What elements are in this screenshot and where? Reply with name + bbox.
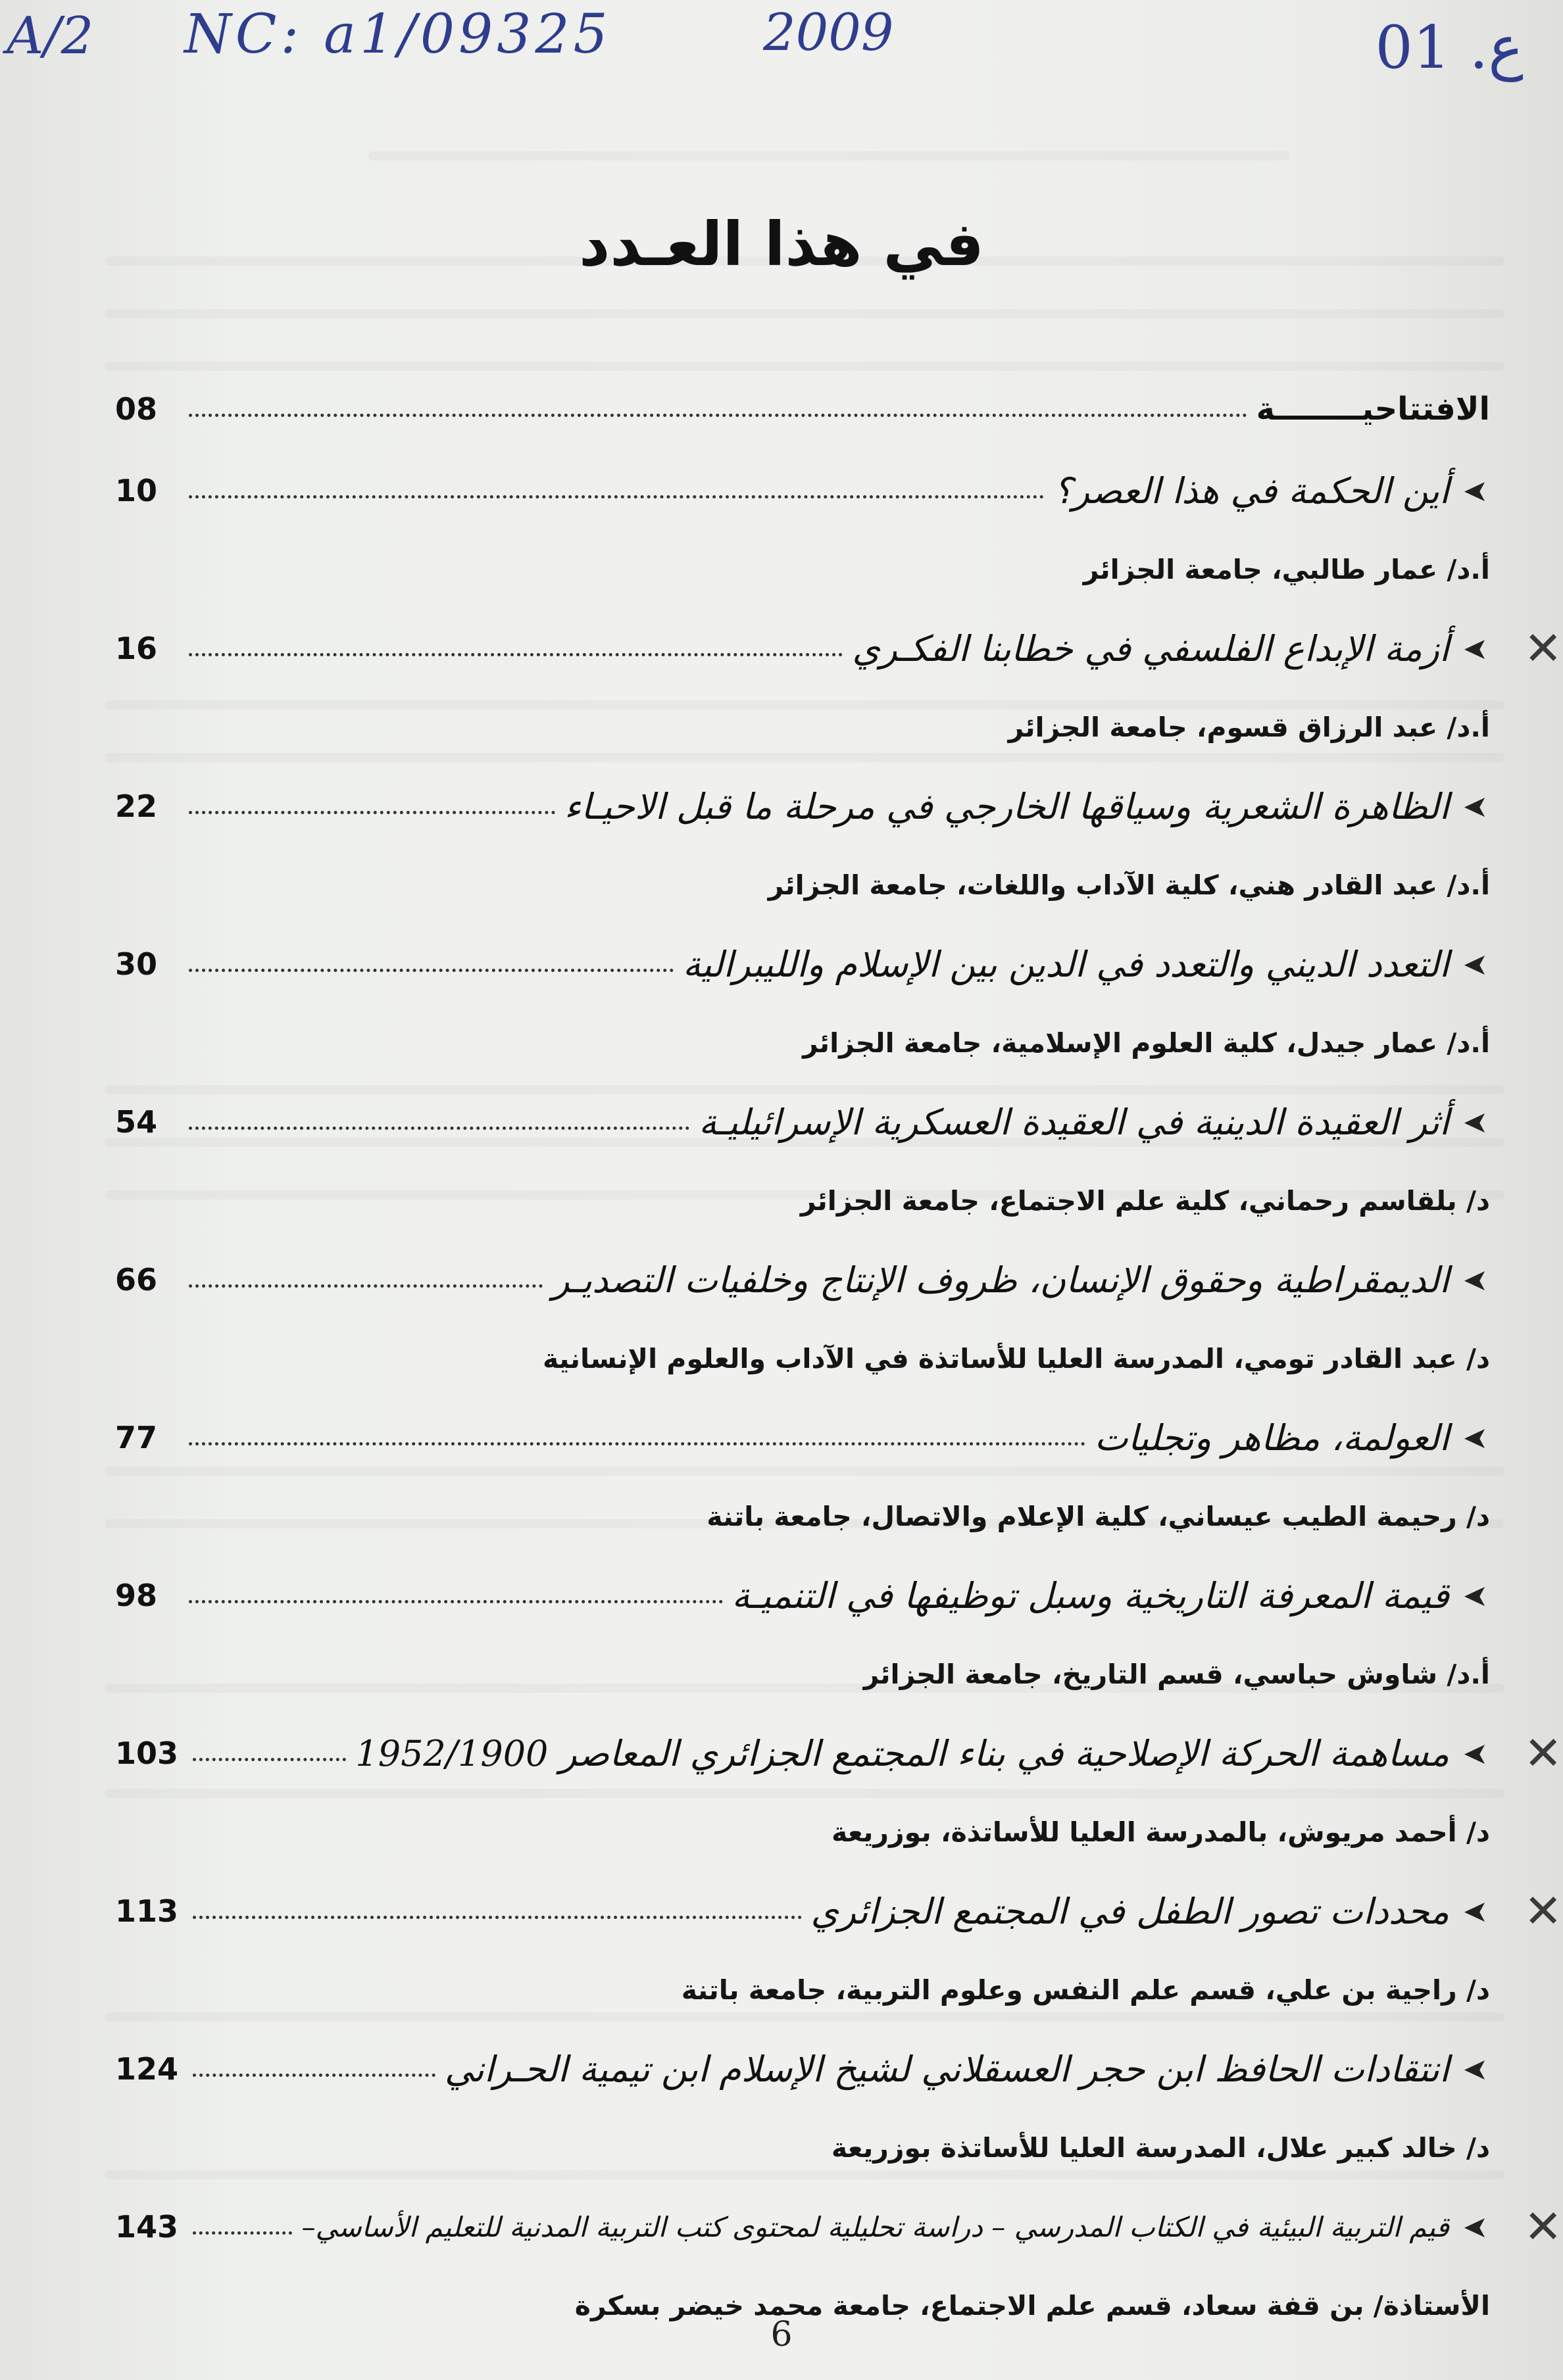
- dot-leader: [189, 1430, 1085, 1445]
- toc-entry: [115, 1870, 1562, 1952]
- article-author: أ.د/ عبد القادر هني، كلية الآداب واللغات، جامعة الجزائر: [768, 869, 1490, 901]
- toc-entry: [115, 765, 1490, 847]
- article-page-number: 08: [115, 391, 158, 427]
- dot-leader: [193, 1904, 802, 1919]
- article-author: د/ أحمد مريوش، بالمدرسة العليا للأساتذة، بوزريعة: [831, 1816, 1490, 1848]
- article-title: مساهمة الحركة الإصلاحية في بناء المجتمع الجزائري المعاصر 1952/1900: [355, 1732, 1449, 1774]
- toc-entry: [115, 368, 1490, 450]
- article-title: أين الحكمة في هذا العصر؟: [1053, 470, 1449, 512]
- article-title: محددات تصور الطفل في المجتمع الجزائري: [810, 1890, 1449, 1932]
- article-author: أ.د/ عمار جيدل، كلية العلوم الإسلامية، جامعة الجزائر: [803, 1027, 1490, 1059]
- dot-leader: [189, 402, 1247, 417]
- dot-leader: [189, 1588, 723, 1603]
- dot-leader: [193, 2220, 292, 2235]
- toc-entry: [115, 1712, 1562, 1794]
- article-page-number: 103: [115, 1736, 179, 1771]
- toc-entry: [115, 450, 1490, 531]
- dot-leader: [189, 1115, 689, 1130]
- bullet-arrow-icon: ➤: [1462, 1262, 1489, 1298]
- toc-entry: [115, 1555, 1490, 1636]
- bullet-arrow-icon: ➤: [1462, 1104, 1489, 1140]
- article-page-number: 22: [115, 789, 158, 824]
- table-of-contents: [115, 368, 1562, 2344]
- article-page-number: 77: [115, 1420, 158, 1455]
- handwritten-year: 2009: [763, 3, 894, 62]
- bullet-arrow-icon: ➤: [1462, 1736, 1489, 1771]
- article-author: د/ عبد القادر تومي، المدرسة العليا للأساتذة في الآداب والعلوم الإنسانية: [543, 1343, 1490, 1374]
- dot-leader: [189, 1273, 543, 1288]
- article-title: العولمة، مظاهر وتجليات: [1094, 1417, 1449, 1459]
- page-number: 6: [770, 2315, 793, 2354]
- toc-entry: [115, 2028, 1490, 2110]
- handwritten-cross-mark-icon: ✕: [1524, 2200, 1562, 2254]
- article-author: أ.د/ شاوش حباسي، قسم التاريخ، جامعة الجزائر: [863, 1659, 1490, 1690]
- article-author: د/ رحيمة الطيب عيساني، كلية الإعلام والاتصال، جامعة باتنة: [707, 1501, 1490, 1532]
- bullet-arrow-icon: ➤: [1462, 946, 1489, 982]
- dot-leader: [193, 1746, 346, 1761]
- article-title: الظاهرة الشعرية وسياقها الخارجي في مرحلة ما قبل الاحيـاء: [564, 785, 1449, 827]
- dot-leader: [193, 2062, 435, 2077]
- dot-leader: [189, 799, 555, 814]
- page-title: في هذا العـدد: [579, 209, 984, 279]
- bullet-arrow-icon: ➤: [1462, 2209, 1489, 2245]
- bullet-arrow-icon: ➤: [1462, 631, 1489, 666]
- dot-leader: [189, 641, 843, 656]
- dot-leader: [189, 483, 1044, 498]
- bullet-arrow-icon: ➤: [1462, 789, 1489, 824]
- article-page-number: 30: [115, 946, 158, 982]
- handwritten-issue-code: ع. 01: [1375, 13, 1524, 82]
- article-author: د/ خالد كبير علال، المدرسة العليا للأساتذة بوزريعة: [831, 2132, 1490, 2164]
- article-page-number: 16: [115, 631, 158, 666]
- article-author: أ.د/ عمار طالبي، جامعة الجزائر: [1083, 554, 1490, 585]
- article-page-number: 113: [115, 1893, 179, 1929]
- article-title: قيمة المعرفة التاريخية وسبل توظيفها في التنميـة: [732, 1574, 1449, 1616]
- article-author: أ.د/ عبد الرزاق قسوم، جامعة الجزائر: [1008, 712, 1490, 743]
- bullet-arrow-icon: ➤: [1462, 473, 1489, 508]
- bullet-arrow-icon: ➤: [1462, 1578, 1489, 1613]
- toc-entry: [115, 923, 1490, 1005]
- handwritten-shelf-mark: A/2: [7, 7, 94, 66]
- dot-leader: [189, 957, 674, 972]
- article-title: قيم التربية البيئية في الكتاب المدرسي – دراسة تحليلية لمحتوى كتب التربية المدنية للتعليم الأساسي–: [301, 2210, 1449, 2243]
- handwritten-cross-mark-icon: ✕: [1524, 1884, 1562, 1938]
- article-title: انتقادات الحافظ ابن حجر العسقلاني لشيخ الإسلام ابن تيمية الحـراني: [444, 2048, 1449, 2090]
- article-title: أثر العقيدة الدينية في العقيدة العسكرية الإسرائيليـة: [699, 1101, 1449, 1143]
- article-page-number: 124: [115, 2051, 179, 2087]
- article-author: د/ راجية بن علي، قسم علم النفس وعلوم التربية، جامعة باتنة: [681, 1974, 1490, 2006]
- article-title: أزمة الإبداع الفلسفي في خطابنا الفكـري: [852, 627, 1449, 669]
- article-page-number: 143: [115, 2209, 179, 2245]
- article-author: د/ بلقاسم رحماني، كلية علم الاجتماع، جامعة الجزائر: [800, 1185, 1490, 1217]
- toc-entry: [115, 608, 1562, 689]
- toc-entry: [115, 1397, 1490, 1478]
- handwritten-reference: NC: a1/09325: [184, 3, 612, 66]
- article-title: التعدد الديني والتعدد في الدين بين الإسلام والليبرالية: [682, 943, 1449, 985]
- bullet-arrow-icon: ➤: [1462, 1893, 1489, 1929]
- article-title: الديمقراطية وحقوق الإنسان، ظروف الإنتاج وخلفيات التصديـر: [552, 1259, 1449, 1301]
- handwritten-cross-mark-icon: ✕: [1524, 621, 1562, 675]
- article-author: الأستاذة/ بن قفة سعاد، قسم علم الاجتماع، جامعة محمد خيضر بسكرة: [574, 2290, 1490, 2321]
- toc-entry: [115, 1239, 1490, 1321]
- bullet-arrow-icon: ➤: [1462, 1420, 1489, 1455]
- article-page-number: 54: [115, 1104, 158, 1140]
- handwritten-cross-mark-icon: ✕: [1524, 1726, 1562, 1780]
- article-page-number: 98: [115, 1578, 158, 1613]
- bullet-arrow-icon: ➤: [1462, 2051, 1489, 2087]
- toc-entry: [115, 1081, 1490, 1163]
- article-page-number: 10: [115, 473, 158, 508]
- article-page-number: 66: [115, 1262, 158, 1298]
- article-title: الافتتاحيــــــــة: [1256, 391, 1490, 427]
- toc-entry: [115, 2186, 1562, 2268]
